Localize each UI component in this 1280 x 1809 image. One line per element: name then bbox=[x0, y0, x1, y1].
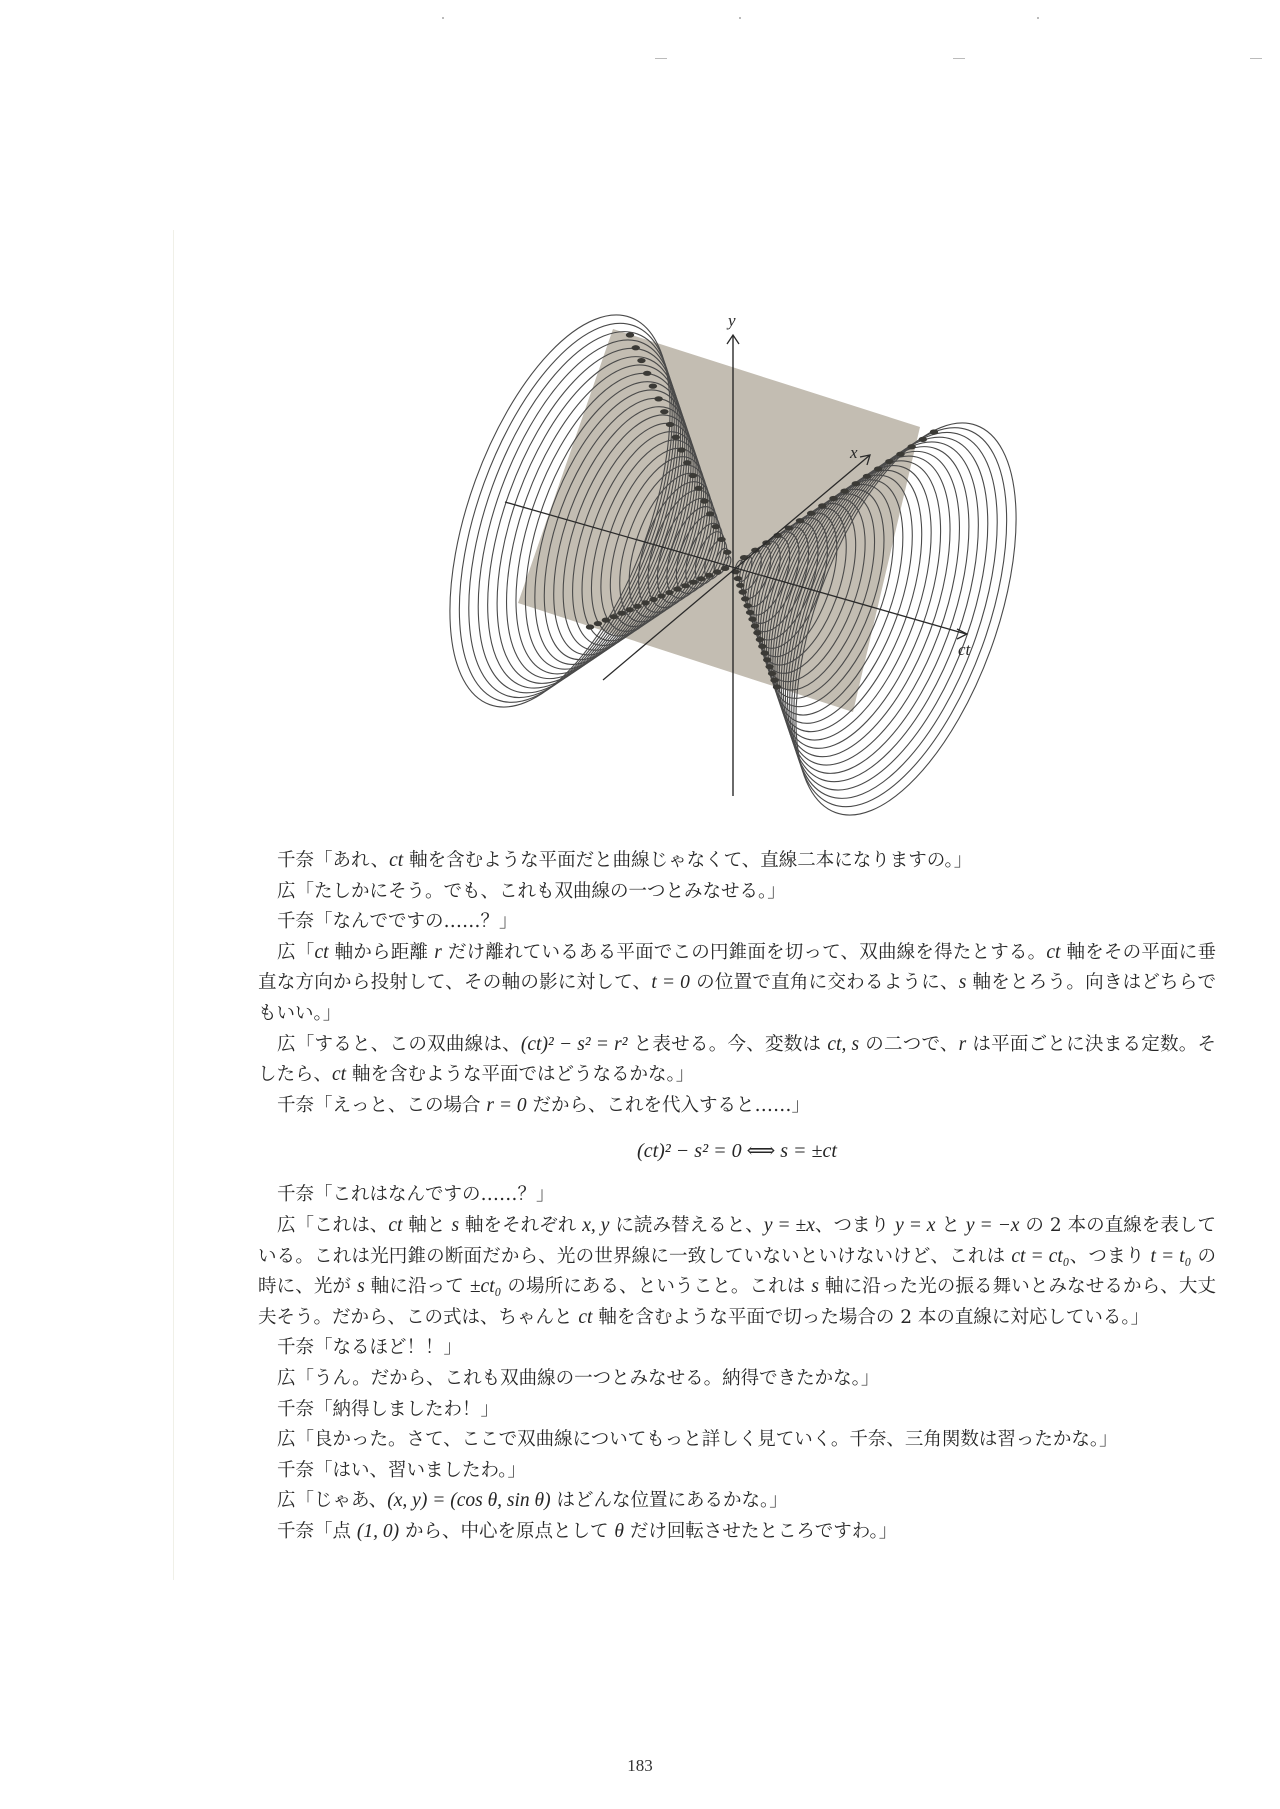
dialogue-text bbox=[258, 846, 1216, 1547]
intersection-dot bbox=[723, 550, 731, 555]
text-run: 軸を含むような平面で切った場合の 2 本の直線に対応している。」 bbox=[592, 1306, 1150, 1328]
intersection-dot bbox=[919, 437, 927, 442]
intersection-dot bbox=[746, 610, 754, 615]
dialogue-line bbox=[258, 1486, 1216, 1517]
scan-mark bbox=[442, 17, 444, 19]
text-run: 軸と bbox=[402, 1214, 452, 1236]
intersection-dot bbox=[717, 537, 725, 542]
intersection-dot bbox=[700, 499, 708, 504]
math-inline: ±ct₀ bbox=[469, 1276, 502, 1298]
intersection-dot bbox=[736, 583, 744, 588]
math-inline: y = x bbox=[895, 1214, 936, 1236]
intersection-dot bbox=[654, 396, 662, 401]
intersection-dot bbox=[758, 644, 766, 649]
math-inline: t = t₀ bbox=[1150, 1245, 1192, 1267]
intersection-dot bbox=[765, 664, 773, 669]
intersection-dot bbox=[840, 489, 848, 494]
text-run: の 2 本の直線を表している。これは光円錐の断面だから、光の世界線に一致していないといけないけど、これは bbox=[258, 1214, 1216, 1267]
math-inline: r = 0 bbox=[486, 1094, 527, 1116]
intersection-dot bbox=[641, 600, 649, 605]
math-inline: t = 0 bbox=[651, 972, 690, 994]
text-run: の位置で直角に交わるように、 bbox=[689, 972, 959, 994]
intersection-dot bbox=[660, 409, 668, 414]
intersection-dot bbox=[626, 607, 634, 612]
math-inline: s bbox=[811, 1276, 820, 1298]
intersection-dot bbox=[602, 618, 610, 623]
text-run: 広「 bbox=[277, 941, 315, 963]
text-run: はどんな位置にあるかな。」 bbox=[550, 1490, 788, 1512]
text-run: だけ回転させたところですわ。」 bbox=[624, 1520, 898, 1542]
text-run: 千奈「はい、習いましたわ。」 bbox=[277, 1459, 527, 1481]
page-edge-shadow bbox=[173, 230, 174, 1580]
intersection-dot bbox=[740, 555, 748, 560]
math-inline: x, y bbox=[582, 1214, 610, 1236]
dialogue-block-2 bbox=[258, 1180, 1216, 1547]
math-inline: ct bbox=[389, 850, 404, 871]
dialogue-line bbox=[258, 1517, 1216, 1548]
dialogue-line bbox=[258, 1180, 1216, 1211]
intersection-dot bbox=[705, 573, 713, 578]
intersection-dot bbox=[751, 623, 759, 628]
text-run: 千奈「点 bbox=[277, 1520, 357, 1542]
text-run: 軸に沿った光の振る舞いとみなせるから、大丈夫そう。だから、この式は、ちゃんと bbox=[258, 1276, 1216, 1328]
intersection-dot bbox=[763, 657, 771, 662]
text-run: 軸から距離 bbox=[328, 941, 435, 963]
intersection-dot bbox=[885, 459, 893, 464]
intersection-dot bbox=[863, 474, 871, 479]
dialogue-line bbox=[258, 1425, 1216, 1456]
intersection-dot bbox=[796, 518, 804, 523]
math-inline: ct bbox=[578, 1306, 593, 1328]
intersection-dot bbox=[829, 496, 837, 501]
intersection-dot bbox=[633, 604, 641, 609]
text-run: だけ離れているある平面でこの円錐面を切って、双曲線を得たとする。 bbox=[441, 941, 1047, 963]
intersection-dot bbox=[694, 486, 702, 491]
intersection-dot bbox=[748, 617, 756, 622]
x-axis-label: x bbox=[850, 443, 858, 462]
math-inline: (ct)² − s² = r² bbox=[520, 1033, 628, 1055]
text-run: 広「じゃあ、 bbox=[277, 1490, 388, 1512]
dialogue-line bbox=[258, 1091, 1216, 1122]
intersection-dot bbox=[818, 503, 826, 508]
intersection-dot bbox=[770, 678, 778, 683]
dialogue-line bbox=[258, 1030, 1216, 1091]
math-inline: (1, 0) bbox=[356, 1520, 400, 1542]
intersection-dot bbox=[649, 597, 657, 602]
intersection-dot bbox=[721, 566, 729, 571]
math-inline: s bbox=[357, 1276, 365, 1298]
math-inline: ct = ct₀ bbox=[1011, 1245, 1070, 1267]
math-inline: (x, y) = (cos θ, sin θ) bbox=[387, 1490, 551, 1512]
text-run: 軸に沿って bbox=[364, 1276, 470, 1298]
math-inline: ct bbox=[332, 1064, 347, 1086]
intersection-dot bbox=[672, 435, 680, 440]
page-number: 183 bbox=[627, 1756, 653, 1775]
intersection-dot bbox=[756, 637, 764, 642]
text-run: 千奈「なんでですの……？」 bbox=[277, 911, 518, 933]
intersection-dot bbox=[677, 447, 685, 452]
math-inline: r bbox=[434, 941, 442, 963]
intersection-dot bbox=[586, 624, 594, 629]
intersection-dot bbox=[712, 524, 720, 529]
ct-axis-label: ct bbox=[958, 640, 971, 659]
text-run: 広「たしかにそう。でも、これも双曲線の一つとみなせる。」 bbox=[277, 880, 786, 902]
scan-mark bbox=[655, 58, 667, 59]
text-run: 千奈「えっと、この場合 bbox=[277, 1094, 487, 1116]
intersection-dot bbox=[681, 583, 689, 588]
intersection-dot bbox=[930, 429, 938, 434]
text-run: の二つで、 bbox=[859, 1033, 959, 1055]
text-run: 、つまり bbox=[1069, 1245, 1151, 1267]
text-run: 千奈「これはなんですの……？」 bbox=[277, 1184, 555, 1206]
scan-mark bbox=[739, 17, 741, 19]
scan-mark bbox=[953, 58, 965, 59]
intersection-dot bbox=[713, 569, 721, 574]
intersection-dot bbox=[852, 481, 860, 486]
intersection-dot bbox=[637, 358, 645, 363]
intersection-dot bbox=[768, 671, 776, 676]
light-cone-figure bbox=[440, 290, 1060, 850]
math-inline: s bbox=[958, 972, 967, 994]
intersection-dot bbox=[907, 444, 915, 449]
intersection-dot bbox=[807, 511, 815, 516]
text-run: と表せる。今、変数は bbox=[627, 1033, 828, 1055]
math-inline: s bbox=[451, 1214, 460, 1236]
intersection-dot bbox=[773, 684, 781, 689]
y-axis-label: y bbox=[728, 311, 736, 330]
dialogue-line bbox=[258, 1211, 1216, 1333]
display-equation bbox=[258, 1135, 1216, 1168]
intersection-dot bbox=[683, 460, 691, 465]
intersection-dot bbox=[657, 593, 665, 598]
intersection-dot bbox=[665, 590, 673, 595]
text-run: から、中心を原点として bbox=[399, 1520, 615, 1542]
text-run: の場所にある、ということ。これは bbox=[501, 1276, 812, 1298]
text-run: 軸をそれぞれ bbox=[459, 1214, 583, 1236]
text-run: と bbox=[935, 1214, 966, 1236]
text-run: 軸を含むような平面ではどうなるかな。」 bbox=[346, 1064, 695, 1086]
intersection-dot bbox=[761, 651, 769, 656]
dialogue-line bbox=[258, 1456, 1216, 1487]
dialogue-line bbox=[258, 907, 1216, 938]
intersection-dot bbox=[666, 422, 674, 427]
text-run: 軸をその平面に垂直な方向から投射して、その軸の影に対して、 bbox=[258, 941, 1217, 994]
intersection-dot bbox=[743, 603, 751, 608]
text-run: 軸を含むような平面だと曲線じゃなくて、直線二本になりますの。」 bbox=[403, 850, 973, 871]
math-inline: θ bbox=[614, 1520, 624, 1542]
intersection-dot bbox=[706, 511, 714, 516]
math-inline: y = ±x bbox=[763, 1214, 815, 1236]
intersection-dot bbox=[734, 576, 742, 581]
text-run: に読み替えると、 bbox=[609, 1214, 764, 1236]
intersection-dot bbox=[610, 614, 618, 619]
dialogue-line bbox=[258, 1395, 1216, 1426]
math-inline: ct bbox=[314, 941, 329, 963]
dialogue-line bbox=[258, 1333, 1216, 1364]
intersection-dot bbox=[618, 611, 626, 616]
text-run: 千奈「納得しましたわ！」 bbox=[277, 1398, 500, 1420]
intersection-dot bbox=[649, 384, 657, 389]
text-run: 広「これは、 bbox=[277, 1214, 389, 1236]
intersection-dot bbox=[689, 473, 697, 478]
intersection-dot bbox=[632, 345, 640, 350]
intersection-dot bbox=[896, 452, 904, 457]
text-run: 広「うん。だから、これも双曲線の一つとみなせる。納得できたかな。」 bbox=[277, 1367, 880, 1389]
text-run: の時に、光が bbox=[258, 1245, 1216, 1298]
text-run: 千奈「なるほど！！」 bbox=[277, 1337, 463, 1359]
math-inline: ct, s bbox=[827, 1033, 860, 1055]
intersection-dot bbox=[643, 371, 651, 376]
text-run: は平面ごとに決まる定数。そしたら、 bbox=[258, 1033, 1216, 1086]
intersection-dot bbox=[753, 630, 761, 635]
dialogue-line bbox=[258, 938, 1216, 1030]
text-run: 軸をとろう。向きはどちらでもいい。」 bbox=[258, 972, 1216, 1024]
intersection-dot bbox=[689, 580, 697, 585]
math-inline: ct bbox=[388, 1214, 403, 1236]
dialogue-line bbox=[258, 846, 1216, 877]
intersection-dot bbox=[697, 576, 705, 581]
text-run: 広「良かった。さて、ここで双曲線についてもっと詳しく見ていく。千奈、三角関数は習ったかな。」 bbox=[277, 1429, 1118, 1451]
dialogue-line bbox=[258, 1364, 1216, 1395]
intersection-dot bbox=[874, 466, 882, 471]
math-inline: y = −x bbox=[965, 1214, 1020, 1236]
scan-mark bbox=[1250, 58, 1262, 59]
text-run: 千奈「あれ、 bbox=[277, 850, 390, 871]
intersection-dot bbox=[741, 596, 749, 601]
math-inline: r bbox=[958, 1033, 967, 1055]
intersection-dot bbox=[626, 332, 634, 337]
dialogue-block-1 bbox=[258, 846, 1216, 1121]
text-run: だから、これを代入すると……」 bbox=[526, 1094, 811, 1116]
intersection-dot bbox=[673, 587, 681, 592]
intersection-dot bbox=[739, 590, 747, 595]
text-run: 広「すると、この双曲線は、 bbox=[277, 1033, 521, 1055]
equation-text: (ct)² − s² = 0 ⟺ s = ±ct bbox=[637, 1140, 837, 1163]
intersection-dot bbox=[594, 621, 602, 626]
scan-mark bbox=[1037, 17, 1039, 19]
text-run: 、つまり bbox=[814, 1214, 896, 1236]
dialogue-line bbox=[258, 877, 1216, 908]
math-inline: ct bbox=[1046, 941, 1061, 963]
